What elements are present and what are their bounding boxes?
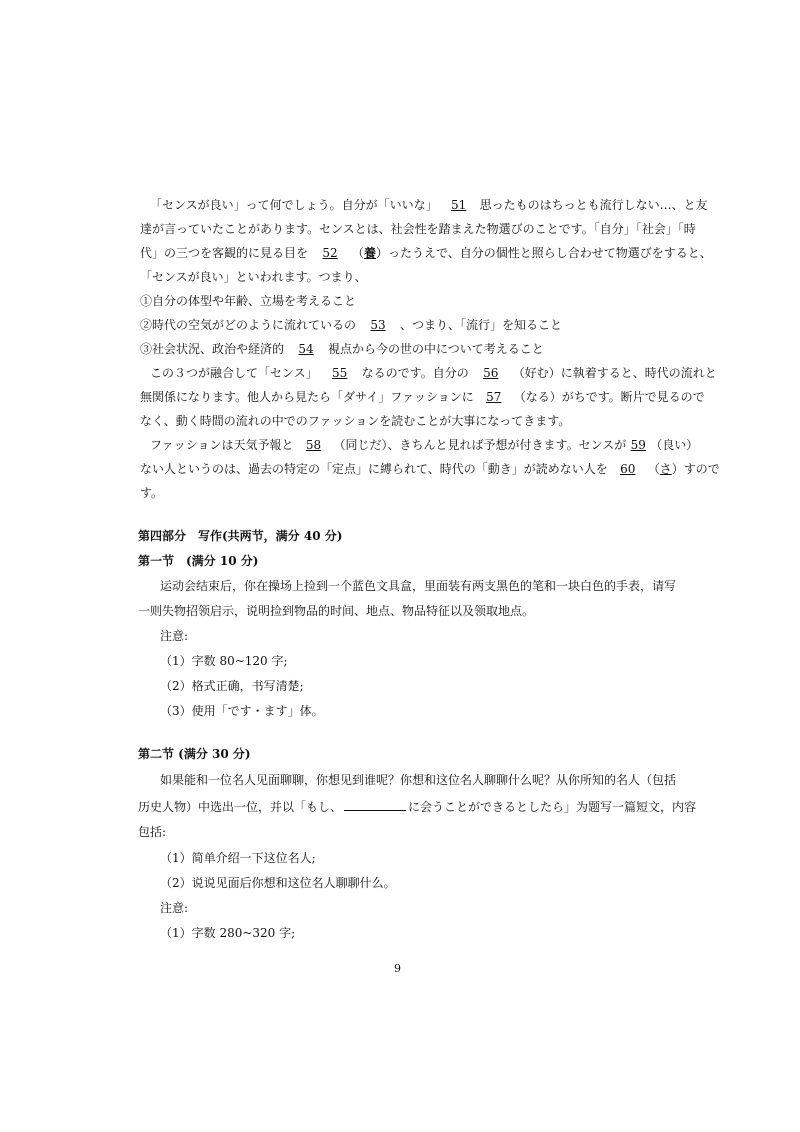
passage-line-3: 代」の三つを客観的に見る目を 52 （養）ったうえで、自分の個性と照らし合わせて物選びをすると、: [140, 246, 712, 260]
section-2-point-1: （1）简单介绍一下这位名人;: [160, 851, 316, 865]
section-2-title: 第二节 (满分 30 分): [138, 747, 251, 761]
passage-line-5: この３つが融合して「センス」 55 なるのです。自分の 56 （好む）に執着すると、時代の流れと: [150, 366, 717, 380]
marked-kana: さ: [659, 462, 672, 476]
section-1-prompt-line-2: 一则失物招领启示，说明捡到物品的时间、地点、物品特征以及领取地点。: [138, 604, 535, 618]
section-1-notes-label: 注意:: [160, 629, 189, 643]
passage-line-2: 達が言っていたことがあります。センスとは、社会性を踏まえた物選びのことです。「自分」「社会」「時: [140, 222, 696, 236]
section-2-prompt-line-1: 如果能和一位名人见面聊聊，你想见到谁呢？你想和这位名人聊聊什么呢？从你所知的名人（包括: [160, 773, 677, 787]
blank-52: 52: [322, 246, 338, 260]
blank-60: 60: [620, 462, 636, 476]
section-1-note-3: （3）使用「です・ます」体。: [160, 704, 324, 718]
passage-line-10: す。: [140, 486, 164, 500]
blank-59: 59: [630, 438, 646, 452]
passage-item-2: ②時代の空気がどのように流れているの 53 、つまり、「流行」を知ること: [140, 318, 563, 332]
section-1-prompt-line-1: 运动会结束后，你在操场上捡到一个蓝色文具盒，里面装有两支黑色的笔和一块白色的手表，请写: [160, 579, 677, 593]
blank-58: 58: [305, 438, 322, 452]
passage-line-8: ファッションは天気予報と 58 （同じだ）、きちんと見れば予想が付きます。センスが 59 （良い）: [150, 438, 699, 452]
passage-item-1: ①自分の体型や年齢、立場を考えること: [140, 294, 357, 308]
blank-53: 53: [370, 318, 386, 332]
passage-line-6: 無関係になります。他人から見たら「ダサイ」ファッションに 57 （なる）がちです。断片で見るので: [140, 390, 705, 404]
blank-55: 55: [332, 366, 348, 380]
marked-kanji: 養: [364, 246, 377, 260]
title-blank: [344, 798, 406, 811]
section-2-note-1: （1）字数 280~320 字;: [160, 926, 296, 940]
section-2-prompt-line-2: 历史人物）中选出一位，并以「もし、 に会うことができるとしたら」为题写一篇短文，内容: [138, 800, 697, 814]
passage-line-9: ない人というのは、過去の特定の「定点」に縛られて、時代の「動き」が読めない人を 60 （さ）すので: [140, 462, 720, 476]
section-1-note-2: （2）格式正确，书写清楚;: [160, 679, 304, 693]
blank-57: 57: [486, 390, 502, 404]
blank-56: 56: [483, 366, 499, 380]
blank-54: 54: [298, 342, 314, 356]
section-1-title: 第一节 (满分 10 分): [138, 554, 259, 568]
passage-line-1: 「センスが良い」って何でしょう。自分が「いいな」 51 思ったものはちっとも流行しない…、と友: [150, 198, 708, 212]
section-2-point-2: （2）说说见面后你想和这位名人聊聊什么。: [160, 876, 396, 890]
passage-line-7: なく、動く時間の流れの中でのファッションを読むことが大事になってきます。: [140, 414, 571, 428]
part-title: 第四部分 写作(共两节，满分 40 分): [138, 529, 343, 543]
passage-line-4: 「センスが良い」といわれます。つまり、: [140, 270, 367, 284]
section-1-note-1: （1）字数 80~120 字;: [160, 654, 288, 668]
passage-item-3: ③社会状況、政治や経済的 54 視点から今の世の中について考えること: [140, 342, 544, 356]
page-number: 9: [394, 962, 401, 975]
section-2-prompt-line-3: 包括:: [138, 825, 167, 839]
section-2-notes-label: 注意:: [160, 901, 189, 915]
blank-51: 51: [451, 198, 467, 212]
